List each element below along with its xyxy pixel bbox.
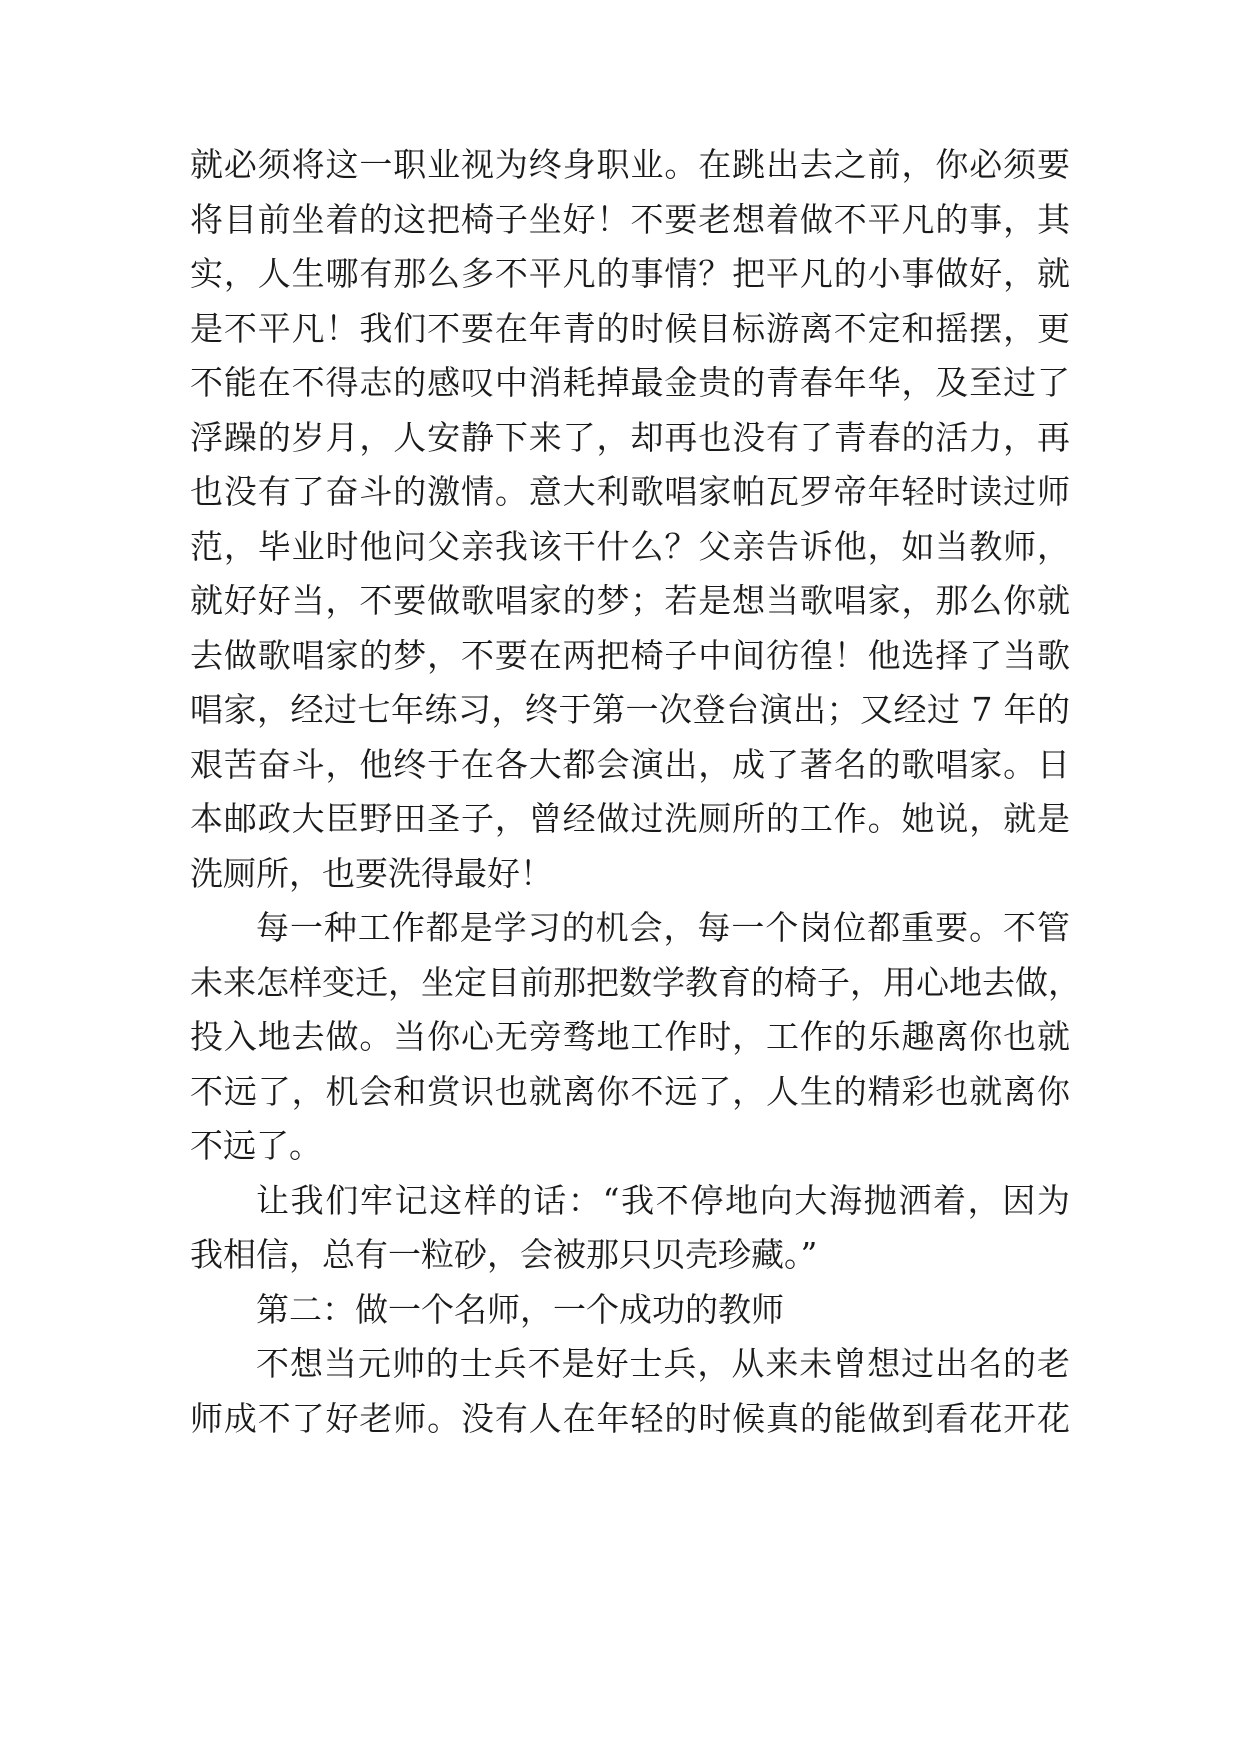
text-line: 去做歌唱家的梦，不要在两把椅子中间彷徨！他选择了当歌 <box>190 636 1070 675</box>
text-line: 未来怎样变迁，坐定目前那把数学教育的椅子，用心地去做， <box>190 963 1081 1002</box>
text-line: 范，毕业时他问父亲我该干什么？父亲告诉他，如当教师， <box>190 527 1070 566</box>
text-line: 将目前坐着的这把椅子坐好！不要老想着做不平凡的事，其 <box>190 200 1070 239</box>
text-line: 师成不了好老师。没有人在年轻的时候真的能做到看花开花 <box>190 1399 1070 1438</box>
text-line: 投入地去做。当你心无旁骛地工作时，工作的乐趣离你也就 <box>190 1017 1070 1056</box>
text-line: 也没有了奋斗的激情。意大利歌唱家帕瓦罗帝年轻时读过师 <box>190 472 1070 511</box>
text-line: 唱家，经过七年练习，终于第一次登台演出；又经过 7 年的 <box>190 690 1070 729</box>
text-line: 是不平凡！我们不要在年青的时候目标游离不定和摇摆，更 <box>190 309 1070 348</box>
text-line: 本邮政大臣野田圣子，曾经做过洗厕所的工作。她说，就是 <box>190 799 1070 838</box>
text-line: 洗厕所，也要洗得最好！ <box>190 854 553 893</box>
text-line: 浮躁的岁月，人安静下来了，却再也没有了青春的活力，再 <box>190 418 1070 457</box>
text-line: 不能在不得志的感叹中消耗掉最金贵的青春年华，及至过了 <box>190 363 1070 402</box>
text-line: 不远了。 <box>190 1126 322 1165</box>
text-line: 不远了，机会和赏识也就离你不远了，人生的精彩也就离你 <box>190 1072 1070 1111</box>
text-line: 就必须将这一职业视为终身职业。在跳出去之前，你必须要 <box>190 145 1070 184</box>
text-line: 就好好当，不要做歌唱家的梦；若是想当歌唱家，那么你就 <box>190 581 1070 620</box>
paragraph-first-line: 不想当元帅的士兵不是好士兵，从来未曾想过出名的老 <box>256 1344 1070 1383</box>
text-line: 艰苦奋斗，他终于在各大都会演出，成了著名的歌唱家。日 <box>190 745 1070 784</box>
section-heading: 第二：做一个名师，一个成功的教师 <box>256 1290 784 1329</box>
text-line: 实，人生哪有那么多不平凡的事情？把平凡的小事做好，就 <box>190 254 1070 293</box>
paragraph-first-line: 让我们牢记这样的话：“我不停地向大海抛洒着，因为 <box>256 1181 1070 1220</box>
paragraph-first-line: 每一种工作都是学习的机会，每一个岗位都重要。不管 <box>256 908 1070 947</box>
text-line: 我相信，总有一粒砂，会被那只贝壳珍藏。” <box>190 1235 818 1274</box>
